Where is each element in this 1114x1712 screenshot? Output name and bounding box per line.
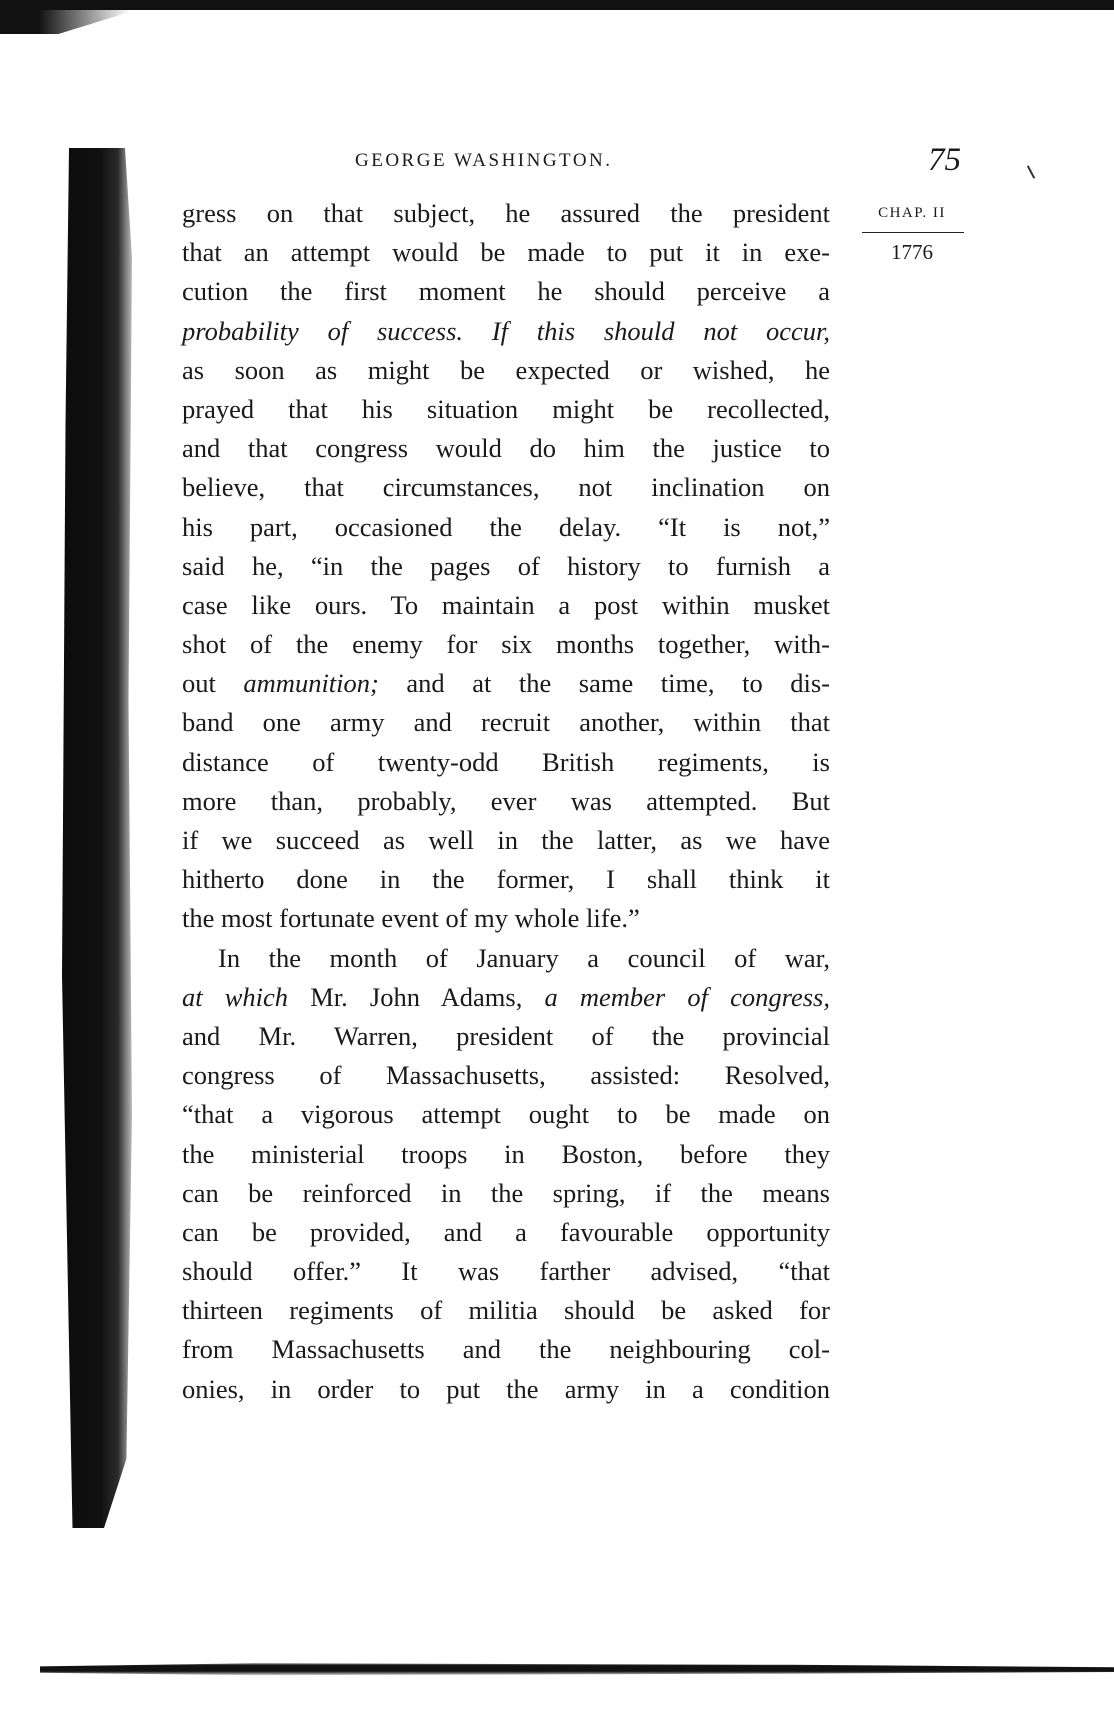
text-line: band one army and recruit another, within that	[182, 707, 830, 738]
text-line: shot of the enemy for six months together, with-	[182, 629, 830, 660]
text-line: more than, probably, ever was attempted. But	[182, 785, 830, 816]
text-line: thirteen regiments of militia should be asked for	[182, 1295, 830, 1326]
text-line: can be provided, and a favourable opportunity	[182, 1216, 830, 1247]
body-text	[182, 194, 830, 1409]
text-line: congress of Massachusetts, assisted: Resolved,	[182, 1060, 830, 1091]
text-line: and that congress would do him the justice to	[182, 433, 830, 464]
sidenote-year: 1776	[891, 240, 933, 264]
text-line: the ministerial troops in Boston, before they	[182, 1138, 830, 1169]
text-line: at which Mr. John Adams, a member of congress,	[182, 981, 830, 1012]
paragraph	[182, 939, 830, 1409]
scan-edge-bottom	[40, 1660, 1114, 1676]
scan-edge-top	[0, 0, 1114, 10]
running-head: GEORGE WASHINGTON.	[355, 150, 613, 171]
paragraph	[182, 194, 830, 939]
text-line: from Massachusetts and the neighbouring col-	[182, 1334, 830, 1365]
text-line: can be reinforced in the spring, if the means	[182, 1177, 830, 1208]
text-line: probability of success. If this should not occur,	[182, 315, 830, 346]
text-line: and Mr. Warren, president of the provincial	[182, 1020, 830, 1051]
text-line: as soon as might be expected or wished, he	[182, 354, 830, 385]
sidenote-rule	[862, 232, 964, 233]
text-line: the most fortunate event of my whole life.”	[182, 903, 640, 934]
scan-edge-top-corner	[0, 8, 130, 34]
text-line: onies, in order to put the army in a condition	[182, 1373, 830, 1404]
scan-binding-shadow	[62, 148, 132, 1528]
text-line: if we succeed as well in the latter, as we have	[182, 825, 830, 855]
page-number: 75	[928, 142, 961, 178]
text-line: should offer.” It was farther advised, “that	[182, 1256, 830, 1287]
sidenote-chapter: CHAP. II	[878, 205, 946, 221]
text-line: In the month of January a council of war,	[218, 942, 830, 973]
text-line: case like ours. To maintain a post within musket	[182, 589, 830, 620]
text-line: believe, that circumstances, not inclination on	[182, 472, 830, 503]
text-line: said he, “in the pages of history to furnish a	[182, 550, 830, 581]
text-line: out ammunition; and at the same time, to dis-	[182, 668, 830, 699]
scan-speck	[1027, 165, 1035, 178]
text-line: hitherto done in the former, I shall think it	[182, 864, 830, 895]
text-line: his part, occasioned the delay. “It is not,”	[182, 511, 830, 542]
text-line: prayed that his situation might be recollected,	[182, 393, 830, 424]
text-line: cution the first moment he should perceive a	[182, 276, 830, 307]
text-line: gress on that subject, he assured the president	[182, 198, 830, 228]
text-line: that an attempt would be made to put it in exe-	[182, 237, 830, 268]
text-line: distance of twenty-odd British regiments, is	[182, 746, 830, 777]
text-line: “that a vigorous attempt ought to be made on	[182, 1099, 830, 1130]
